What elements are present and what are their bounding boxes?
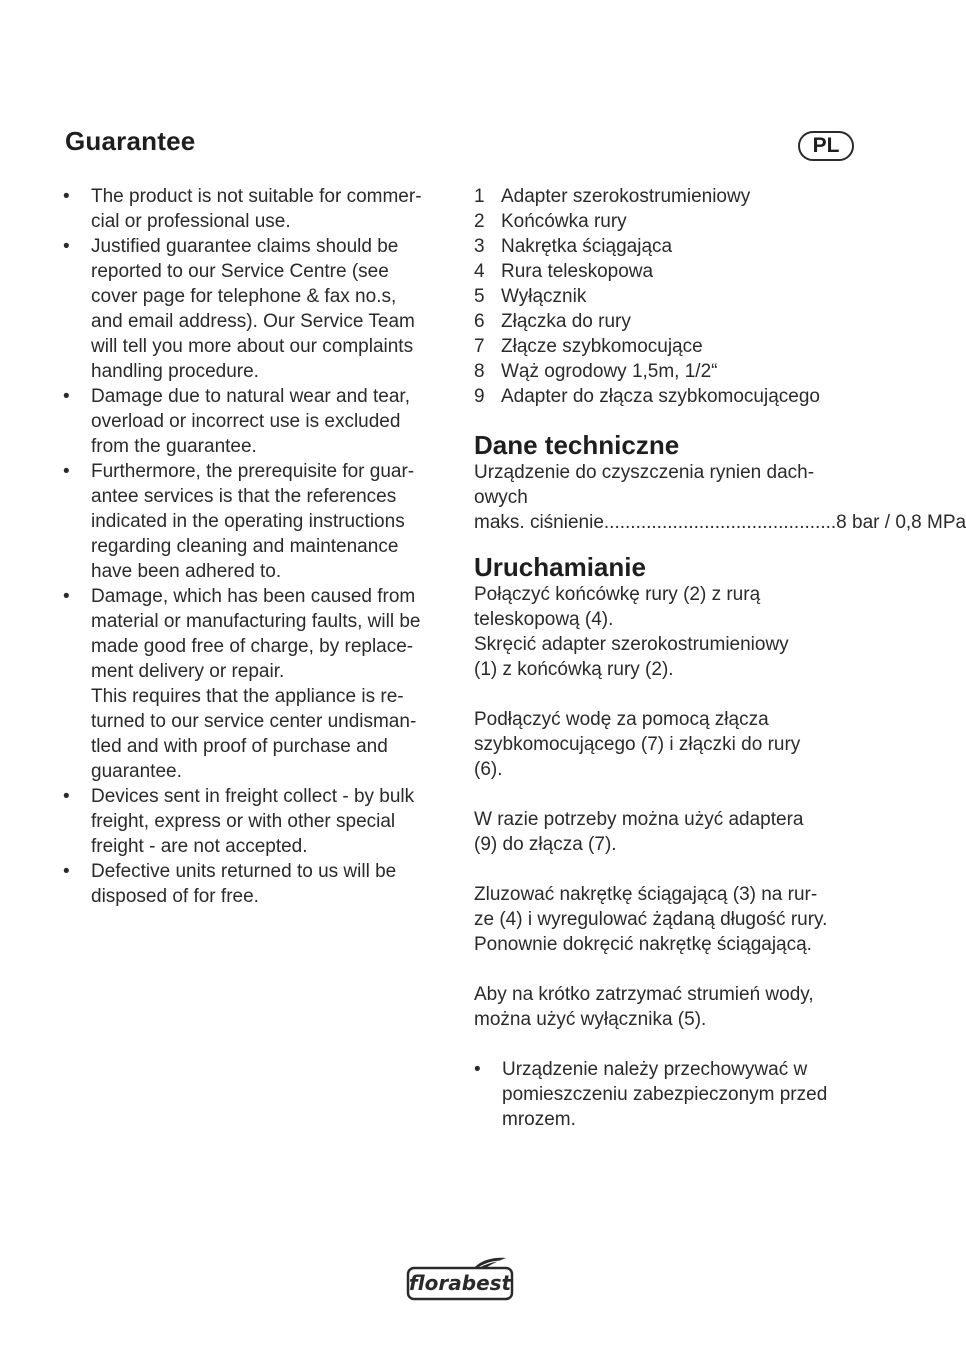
- guarantee-item: [63, 459, 453, 584]
- guarantee-line: indicated in the operating instructions: [91, 511, 405, 532]
- bullet-marker: •: [474, 1059, 481, 1080]
- part-number: 5: [474, 286, 485, 307]
- instruction-line: Skręcić adapter szerokostrumieniowy: [474, 634, 789, 655]
- part-number: 2: [474, 211, 485, 232]
- instruction-line: Aby na krótko zatrzymać strumień wody,: [474, 984, 814, 1005]
- part-label: Złączka do rury: [501, 311, 631, 332]
- guarantee-line: guarantee.: [91, 761, 182, 782]
- guarantee-line: This requires that the appliance is re-: [91, 686, 404, 707]
- description-line: Urządzenie do czyszczenia rynien dach-: [474, 462, 815, 483]
- guarantee-item: [63, 784, 453, 859]
- spec-label: maks. ciśnienie: [474, 512, 604, 533]
- instruction-paragraph: [474, 707, 869, 782]
- bullet-marker: •: [63, 586, 70, 607]
- part-item: [474, 184, 869, 209]
- instruction-paragraph: [474, 807, 869, 857]
- guarantee-text: [91, 859, 453, 909]
- guarantee-line: freight, express or with other special: [91, 811, 396, 832]
- guarantee-line: ment delivery or repair.: [91, 661, 285, 682]
- storage-note: [474, 1057, 869, 1132]
- guarantee-line: cial or professional use.: [91, 211, 291, 232]
- guarantee-line: Justified guarantee claims should be: [91, 236, 399, 257]
- guarantee-line: freight - are not accepted.: [91, 836, 308, 857]
- guarantee-line: made good free of charge, by replace-: [91, 636, 414, 657]
- instruction-line: ze (4) i wyregulować żądaną długość rury.: [474, 909, 828, 930]
- guarantee-item: [63, 584, 453, 784]
- instruction-paragraph: [474, 982, 869, 1032]
- guarantee-line: Furthermore, the prerequisite for guar-: [91, 461, 415, 482]
- instruction-line: Podłączyć wodę za pomocą złącza: [474, 709, 769, 730]
- guarantee-item: [63, 234, 453, 384]
- part-item: [474, 259, 869, 284]
- part-number: 9: [474, 386, 485, 407]
- note-line: pomieszczeniu zabezpieczonym przed: [502, 1084, 828, 1105]
- guarantee-line: cover page for telephone & fax no.s,: [91, 286, 397, 307]
- part-number: 7: [474, 336, 485, 357]
- guarantee-line: antee services is that the references: [91, 486, 397, 507]
- part-label: Rura teleskopowa: [501, 261, 654, 282]
- guarantee-line: disposed of for free.: [91, 886, 259, 907]
- instruction-line: W razie potrzeby można użyć adaptera: [474, 809, 804, 830]
- logo-text: florabest: [408, 1271, 512, 1295]
- part-number: 8: [474, 361, 485, 382]
- instruction-line: można użyć wyłącznika (5).: [474, 1009, 707, 1030]
- bullet-marker: •: [63, 386, 70, 407]
- instruction-line: (1) z końcówką rury (2).: [474, 659, 674, 680]
- uruchamianie-heading: Uruchamianie: [474, 552, 646, 582]
- note-line: Urządzenie należy przechowywać w: [502, 1059, 808, 1080]
- instruction-line: (9) do złącza (7).: [474, 834, 617, 855]
- guarantee-list: [63, 184, 453, 909]
- guarantee-text: [91, 584, 453, 784]
- bullet-marker: •: [63, 236, 70, 257]
- guarantee-line: overload or incorrect use is excluded: [91, 411, 401, 432]
- bullet-marker: •: [63, 186, 70, 207]
- bullet-marker: •: [63, 861, 70, 882]
- guarantee-item: [63, 184, 453, 234]
- guarantee-item: [63, 384, 453, 459]
- florabest-logo: [404, 1257, 516, 1303]
- guarantee-text: [91, 459, 453, 584]
- part-number: 6: [474, 311, 485, 332]
- part-item: [474, 209, 869, 234]
- language-badge: PL: [798, 131, 854, 161]
- paragraph-spacer: [474, 957, 869, 982]
- instruction-line: Zluzować nakrętkę ściągającą (3) na rur-: [474, 884, 818, 905]
- part-label: Adapter szerokostrumieniowy: [501, 186, 751, 207]
- part-number: 3: [474, 236, 485, 257]
- part-label: Złącze szybkomocujące: [501, 336, 703, 357]
- spec-value: 8 bar / 0,8 MPa: [836, 512, 966, 533]
- instruction-line: szybkomocującego (7) i złączki do rury: [474, 734, 801, 755]
- guarantee-line: Damage due to natural wear and tear,: [91, 386, 410, 407]
- part-label: Nakrętka ściągająca: [501, 236, 673, 257]
- bullet-marker: •: [63, 786, 70, 807]
- part-item: [474, 309, 869, 334]
- part-label: Adapter do złącza szybkomocującego: [501, 386, 820, 407]
- part-label: Wąż ogrodowy 1,5m, 1/2“: [501, 361, 718, 382]
- part-item: [474, 284, 869, 309]
- spec-row-pressure: [474, 510, 966, 535]
- guarantee-line: have been adhered to.: [91, 561, 282, 582]
- guarantee-line: and email address). Our Service Team: [91, 311, 415, 332]
- part-number: 1: [474, 186, 485, 207]
- guarantee-text: [91, 234, 453, 384]
- guarantee-line: will tell you more about our complaints: [91, 336, 414, 357]
- guarantee-line: regarding cleaning and maintenance: [91, 536, 399, 557]
- part-item: [474, 384, 869, 409]
- storage-note-text: [502, 1057, 869, 1132]
- instruction-line: teleskopową (4).: [474, 609, 614, 630]
- paragraph-spacer: [474, 857, 869, 882]
- bullet-marker: •: [63, 461, 70, 482]
- instruction-paragraph: [474, 882, 869, 957]
- instruction-line: Połączyć końcówkę rury (2) z rurą: [474, 584, 761, 605]
- part-item: [474, 234, 869, 259]
- description-line: owych: [474, 487, 528, 508]
- guarantee-line: turned to our service center undisman-: [91, 711, 417, 732]
- guarantee-text: [91, 384, 453, 459]
- guarantee-item: [63, 859, 453, 909]
- right-column: [474, 184, 966, 1132]
- guarantee-line: tled and with proof of purchase and: [91, 736, 388, 757]
- guarantee-line: Defective units returned to us will be: [91, 861, 397, 882]
- part-label: Wyłącznik: [501, 286, 587, 307]
- paragraph-spacer: [474, 682, 869, 707]
- guarantee-text: [91, 184, 453, 234]
- part-label: Końcówka rury: [501, 211, 627, 232]
- device-description: [474, 460, 869, 510]
- part-item: [474, 359, 869, 384]
- guarantee-line: The product is not suitable for commer-: [91, 186, 422, 207]
- dane-techniczne-heading: Dane techniczne: [474, 430, 680, 460]
- spec-dots: ............................................: [603, 512, 837, 533]
- note-line: mrozem.: [502, 1109, 576, 1130]
- part-item: [474, 334, 869, 359]
- guarantee-section: [63, 184, 453, 909]
- paragraph-spacer: [474, 1032, 869, 1057]
- guarantee-text: [91, 784, 453, 859]
- guarantee-line: Damage, which has been caused from: [91, 586, 416, 607]
- guarantee-line: Devices sent in freight collect - by bulk: [91, 786, 415, 807]
- guarantee-line: handling procedure.: [91, 361, 259, 382]
- instruction-paragraph: [474, 582, 869, 682]
- instruction-line: (6).: [474, 759, 503, 780]
- part-number: 4: [474, 261, 485, 282]
- paragraph-spacer: [474, 782, 869, 807]
- instruction-line: Ponownie dokręcić nakrętkę ściągającą.: [474, 934, 812, 955]
- page-title: Guarantee: [65, 126, 196, 156]
- guarantee-line: from the guarantee.: [91, 436, 257, 457]
- guarantee-line: reported to our Service Centre (see: [91, 261, 389, 282]
- uruchamianie-body: [474, 582, 869, 1132]
- parts-list: [474, 184, 869, 409]
- guarantee-line: material or manufacturing faults, will be: [91, 611, 421, 632]
